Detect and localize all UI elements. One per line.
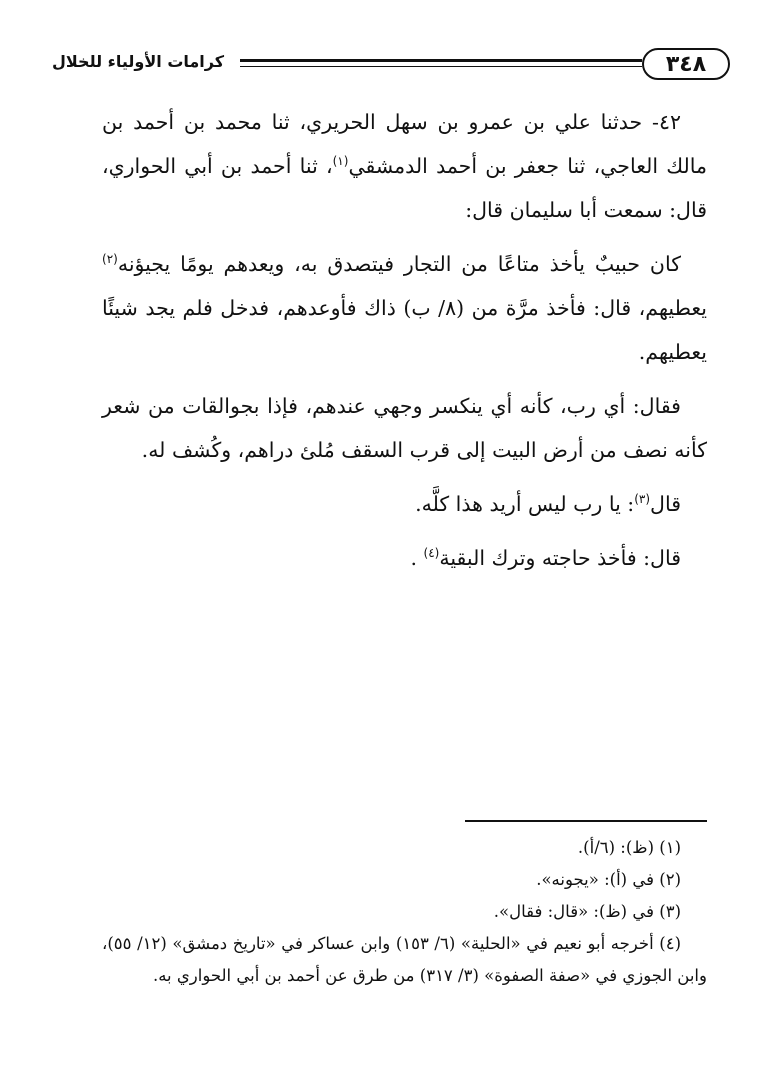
paragraph-3 bbox=[102, 384, 707, 472]
paragraph-1 bbox=[102, 100, 707, 232]
text-segment: ٤٢- حدثنا علي بن عمرو بن سهل الحريري، ثنا محمد بن أحمد بن مالك العاجي، ثنا جعفر بن أحمد الدمشقي bbox=[102, 110, 707, 178]
footnote-1: (١) (ظ): (٦/أ). bbox=[577, 838, 681, 857]
running-title: كرامات الأولياء للخلال bbox=[52, 52, 225, 71]
text-segment: يعطيهم، قال: فأخذ مرَّة من (٨/ ب) ذاك فأوعدهم، فدخل فلم يجد شيئًا يعطيهم. bbox=[102, 296, 707, 364]
footnote-4: (٤) أخرجه أبو نعيم في «الحلية» (٦/ ١٥٣) وابن عساكر في «تاريخ دمشق» (١٢/ ٥٥)، وابن الجوزي في «صفة الصفوة» (٣/ ٣١٧) من طرق عن أحمد بن أبي الحواري به. bbox=[102, 934, 707, 985]
footnote-2: (٢) في (أ): «يجونه». bbox=[536, 870, 681, 889]
footnote-ref-2: (٢) bbox=[102, 252, 118, 267]
text-segment: ، ثنا أحمد بن أبي الحواري، قال: سمعت أبا سليمان قال: bbox=[102, 154, 707, 222]
footnote-separator bbox=[465, 820, 707, 822]
text-segment: قال: فأخذ حاجته وترك البقية bbox=[439, 546, 681, 570]
footnote-ref-1: (١) bbox=[332, 154, 349, 169]
footnotes bbox=[102, 832, 707, 992]
text-segment: فقال: أي رب، كأنه أي ينكسر وجهي عندهم، فإذا بجوالقات من شعر كأنه نصف من أرض البيت إلى قرب السقف مُلئ دراهم، وكُشف له. bbox=[102, 394, 707, 462]
page-header bbox=[50, 46, 730, 86]
text-segment: كان حبيبٌ يأخذ متاعًا من التجار فيتصدق به، ويعدهم يومًا يجيؤنه bbox=[117, 252, 681, 276]
header-rule bbox=[240, 59, 642, 67]
text-segment: . bbox=[410, 546, 424, 570]
main-text bbox=[102, 100, 707, 590]
text-segment: قال bbox=[650, 492, 681, 516]
paragraph-5 bbox=[102, 536, 707, 580]
paragraph-2 bbox=[102, 242, 707, 374]
page-number: ٣٤٨ bbox=[642, 48, 730, 80]
footnote-3: (٣) في (ظ): «قال: فقال». bbox=[493, 902, 681, 921]
paragraph-4 bbox=[102, 482, 707, 526]
footnote-ref-3: (٣) bbox=[634, 492, 651, 507]
footnote-ref-4: (٤) bbox=[423, 546, 440, 561]
text-segment: : يا رب ليس أريد هذا كلَّه. bbox=[415, 492, 635, 516]
